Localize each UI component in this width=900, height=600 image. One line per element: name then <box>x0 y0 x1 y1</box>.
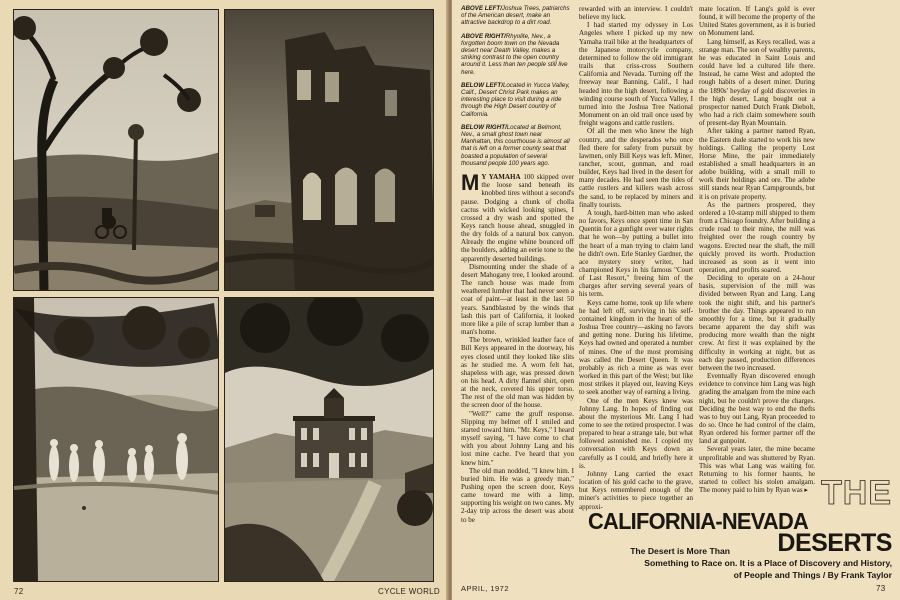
photo-belmont-courthouse <box>224 297 434 582</box>
caption-above-right: ABOVE RIGHT/Rhyolite, Nev., a forgotten boom town on the Nevada desert near Death Valley, makes a striking contrast to the open country around it. Less than ten people still live here. <box>461 32 568 76</box>
deck-line-2: Something to Race on. It is a Place of Discovery and History, <box>644 558 892 568</box>
caption-above-left: ABOVE LEFT/Joshua Trees, patriarchs of the American desert, make an attractive backdrop to a dirt road. <box>461 5 570 27</box>
deck-line-1: The Desert is More Than <box>630 546 730 556</box>
article-column-1 <box>461 5 574 524</box>
article-paragraph: Eventually Ryan discovered enough evidence to convince him Lang was high grading the amalgam from the mine each night, but he couldn't prove the charges. Deciding the best way to end the thefts was to buy out Lang, Ryan proceeded to do so. Once he had control of the claim, Ryan ordered his former partner off the land at gunpoint. <box>699 372 815 446</box>
article-paragraph: Keys came home, took up life where he had left off, surviving in his self-contained kingdom in the heart of the Joshua Tree country—asking no favors and getting none. During his lifetime, Keys had owned and operated a number of mines. One of the most promising was called the Desert Queen. It was probably as rich a mine as was ever worked in this part of the West; but like most strikes it played out, leaving Keys to seek another way of earning a living. <box>579 298 693 397</box>
caption-below-left: BELOW LEFT/Located in Yucca Valley, Calif., Desert Christ Park makes an interesting place to visit during a ride through the High Desert country of California. <box>461 81 570 118</box>
article-paragraph: One of the men Keys knew was Johnny Lang. In hopes of finding out about the mysterious Mr. Lang I had come to see the retired prospector. I was prepared to hear a strange tale, but what followed astonished me. I copied my conversation with Keys down as carefully as I could, and briefly here it is. <box>579 396 693 470</box>
article-paragraph: M Y YAMAHA 100 skipped over the loose sand beneath its knobbed tires without a second's pause. Dodging a chunk of cholla cactus with wicked looking spines, I crossed a dry wash and spotted the Keys ranch house ahead, snuggled in the dry folds of a natural box canyon. Already the engine whine bounced off the boulders, adding an eerie tone to the apparently deserted buildings. <box>461 170 574 263</box>
article-paragraph: Johnny Lang carried the exact location of his gold cache to the grave, but Keys remembered enough of the miner's activities to piece together an approxi- <box>579 469 693 511</box>
article-paragraph: As the partners prospered, they ordered a 10-stamp mill shipped to them from a Chicago foundry. After building a crude road to their mine, the mill was freighted over the rough country by wagons. Erected near the shaft, the mill quickly proved its worth. Production increased as soon as it went into operation, and profits soared. <box>699 200 815 274</box>
article-paragraph: Several years later, the mine became unprofitable and was shuttered by Ryan. This was what Lang was waiting for. Returning to his former haunts, he started to collect his stolen amalgam. The money paid to him by Ryan was ▸ <box>699 445 815 495</box>
article-paragraph: Dismounting under the shade of a desert Mahogany tree, I looked around. The ranch house was made from weathered lumber that had never seen a coat of paint—at least in the last 50 years. Sandblasted by the winds that lash this part of California, it looked more like a pile of scrap lumber than a man's home. <box>461 262 574 337</box>
article-paragraph: mate location. If Lang's gold is ever found, it will become the property of the United States government, as it is buried on Monument land. <box>699 5 815 38</box>
article-column-3 <box>699 5 815 494</box>
left-folio: 72 <box>14 587 24 596</box>
magazine-name: CYCLE WORLD <box>378 587 440 596</box>
issue-date: APRIL, 1972 <box>461 584 510 593</box>
article-paragraph: Deciding to operate on a 24-hour basis, supervision of the mill was divided between Ryan and Lang. Lang took the night shift, and his partner's brother the day. Things appeared to run smoothly for a time, but it gradually became apparent the day shift was producing more wealth than the night crew. At first it was explained by the difficulty in working at night, but as each day passed, production differences between the two increased. <box>699 274 815 372</box>
article-paragraph: A tough, hard-bitten man who asked no favors, Keys once spent time in San Quentin for a gunfight over water rights that he won—by putting a bullet into the heart of a man trying to claim land he didn't own. Erle Stanley Gardner, the ace mystery story writer, had championed Keys in his famous "Court of Last Resort," freeing him of the charges after serving several years of his term. <box>579 208 693 299</box>
article-paragraph: Lang himself, as Keys recalled, was a strange man. The son of wealthy parents, he was educated in Saint Louis and could have led a cultured life there. Instead, he came West and adopted the rough habits of a desert miner. During the 1890s' heyday of gold discoveries in the high desert, Lang bought out a prospector named Dutch Frank Diebolt, who had a rich claim somewhere south of present-day Ryan Mountain. <box>699 37 815 128</box>
photo-joshua-trees <box>13 9 219 291</box>
article-paragraph: Of all the men who knew the high country, and the desperados who once fled there for safety from pursuit by lawmen, only Bill Keys was left. Miner, rancher, scout, gunman, and road builder, Keys had lived in the desert for many decades. He had seen the tides of cattle rustlers and killers wash across the sand, to be replaced by miners and finally tourists. <box>579 127 693 209</box>
article-paragraph: After taking a partner named Ryan, the Eastern dude started to work his new holdings. Calling the property Lost Horse Mine, the pair immediately established a small headquarters in an adobe building, with a small mill to work their holdings and ore. The adobe still stands near Ryan Campgrounds, but it is on private property. <box>699 127 815 201</box>
headline-main: CALIFORNIA-NEVADA <box>588 508 809 534</box>
article-column-2 <box>579 5 693 511</box>
article-paragraph: "Well?" came the gruff response. Slipping my helmet off I smiled and started toward him. "Mr. Keys," I heard myself saying, "I have come to chat with you about Johnny Lang and his lost mine cache. I've heard that you knew him." <box>461 409 574 467</box>
drop-cap: M <box>461 170 480 196</box>
left-page <box>0 0 448 600</box>
article-paragraph: rewarded with an interview. I couldn't believe my luck. <box>579 5 693 22</box>
headline-the: THE <box>821 474 892 512</box>
photo-rhyolite-ruins <box>224 9 434 291</box>
right-folio: 73 <box>876 584 886 593</box>
article-paragraph: I had started my odyssey in Los Angeles where I picked up my new Yamaha trail bike at the headquarters of the Japanese motorcycle company, determined to follow the old immigrant trails that criss-cross Southern California and Nevada. Turning off the freeway near Banning, Calif., I had headed into the high desert, following a winding course south of Yucca Valley, I turned into the Joshua Tree National Monument on an old trail once used by freight wagons and cattle rustlers. <box>579 21 693 128</box>
article-paragraph: The old man nodded, "I knew him. I buried him. He was a greedy man." Pushing open the screen door, Keys came toward me with a limp, supporting his weight on two canes. My 2-day trip across the desert was about to be <box>461 466 574 524</box>
lead-words: Y YAMAHA <box>481 173 521 182</box>
photo-desert-christ-park <box>13 297 219 582</box>
article-paragraph: The brown, wrinkled leather face of Bill Keys appeared in the doorway, his eyes closed until they looked like slits as he studied me. A worn felt hat, shapeless with age, was pressed down on his head. A dirty flannel shirt, open at the neck, covered his upper torso. The rest of the old man was hidden by the screen door of the house. <box>461 336 574 410</box>
headline-deserts: DESERTS <box>777 529 892 557</box>
caption-below-right: BELOW RIGHT/Located at Belmont, Nev., a small ghost town near Manhattan, this courthouse is almost all that is left on a former county seat that boasted a population of several thousand people 100 years ago. <box>461 123 570 167</box>
photo-captions <box>461 5 574 167</box>
deck-byline: of People and Things / By Frank Taylor <box>733 570 892 580</box>
